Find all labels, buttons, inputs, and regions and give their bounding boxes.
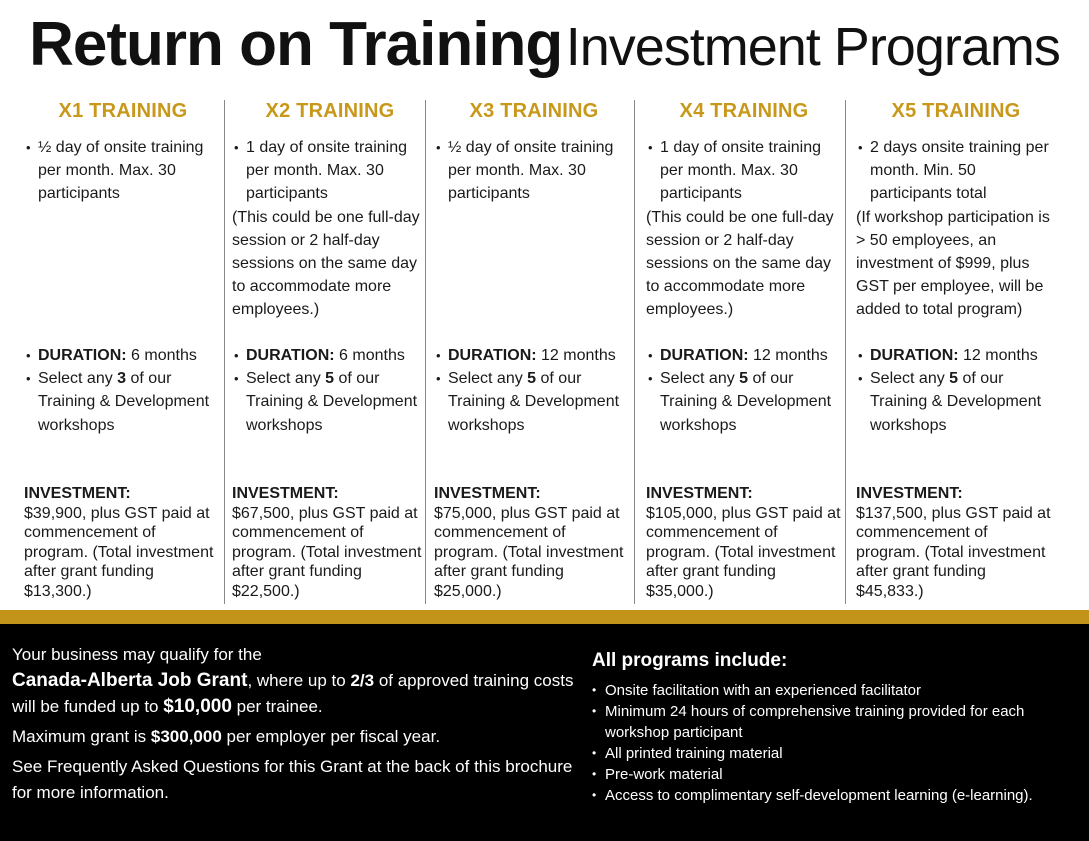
bullet-icon: •: [858, 371, 863, 387]
bullet-icon: •: [436, 348, 441, 363]
onsite-section: [856, 136, 1056, 322]
onsite-note: (If workshop participation is > 50 employees, an investment of $999, plus GST per employee, will be added to total program): [856, 208, 1050, 319]
bullet-icon: •: [592, 683, 597, 697]
duration-bullet: • DURATION: 12 months: [856, 344, 1056, 367]
grant-name: Canada-Alberta Job Grant: [12, 670, 248, 691]
duration-section: [24, 344, 222, 437]
investment-section: [434, 484, 634, 601]
includes-item: • Minimum 24 hours of comprehensive training provided for each workshop participant: [592, 703, 1025, 741]
investment-text: $67,500, plus GST paid at commencement of program. (Total investment after grant funding $22,500.): [232, 504, 422, 600]
onsite-bullet: • 1 day of onsite training per month. Max. 30 participants: [646, 136, 842, 206]
training-column-x3: [434, 96, 634, 606]
bullet-icon: •: [858, 348, 863, 363]
investment-text: $39,900, plus GST paid at commencement of program. (Total investment after grant funding $13,300.): [24, 504, 214, 600]
bullet-icon: •: [436, 371, 441, 387]
includes-heading: All programs include:: [592, 650, 788, 671]
program-includes: [592, 648, 1082, 806]
onsite-section: [24, 136, 222, 206]
investment-text: $105,000, plus GST paid at commencement of program. (Total investment after grant funding $35,000.): [646, 504, 841, 600]
onsite-bullet: • ½ day of onsite training per month. Max. 30 participants: [434, 136, 634, 206]
column-divider: [425, 100, 426, 604]
includes-list: [592, 680, 1082, 806]
column-heading: X5 TRAINING: [891, 100, 1021, 122]
bullet-icon: •: [26, 140, 31, 155]
investment-text: $137,500, plus GST paid at commencement of program. (Total investment after grant funding $45,833.): [856, 504, 1051, 600]
onsite-section: [232, 136, 428, 322]
training-column-x2: [232, 96, 428, 606]
bullet-icon: •: [26, 348, 31, 363]
investment-text: $75,000, plus GST paid at commencement of program. (Total investment after grant funding $25,000.): [434, 504, 624, 600]
footer-panel: [0, 624, 1089, 841]
investment-label: INVESTMENT:: [434, 485, 541, 502]
bullet-icon: •: [436, 140, 441, 155]
column-heading: X3 TRAINING: [469, 100, 599, 122]
bullet-icon: •: [648, 348, 653, 363]
title-bold: Return on Training: [29, 10, 563, 79]
duration-section: [856, 344, 1056, 437]
onsite-bullet: • 2 days onsite training per month. Min. 50 participants total: [856, 136, 1056, 206]
onsite-section: [434, 136, 634, 206]
investment-label: INVESTMENT:: [646, 485, 753, 502]
training-column-x1: [24, 96, 222, 606]
duration-bullet: • DURATION: 12 months: [434, 344, 634, 367]
bullet-icon: •: [234, 140, 239, 155]
training-column-x4: [646, 96, 842, 606]
bullet-icon: •: [592, 704, 597, 718]
investment-label: INVESTMENT:: [856, 485, 963, 502]
duration-section: [434, 344, 634, 437]
investment-section: [856, 484, 1056, 601]
investment-section: [24, 484, 222, 601]
onsite-note: (This could be one full-day session or 2 half-day sessions on the same day to accommodate more employees.): [232, 208, 420, 319]
column-heading: X2 TRAINING: [265, 100, 395, 122]
duration-section: [646, 344, 842, 437]
workshop-bullet: • Select any 5 of our Training & Development workshops: [232, 367, 428, 437]
duration-bullet: • DURATION: 6 months: [232, 344, 428, 367]
bullet-icon: •: [592, 767, 597, 781]
workshop-bullet: • Select any 5 of our Training & Development workshops: [856, 367, 1056, 437]
grant-info: [12, 642, 582, 806]
duration-section: [232, 344, 428, 437]
bullet-icon: •: [648, 140, 653, 155]
bullet-icon: •: [592, 746, 597, 760]
bullet-icon: •: [648, 371, 653, 387]
investment-section: [646, 484, 842, 601]
page-title: [0, 6, 1089, 100]
duration-bullet: • DURATION: 12 months: [646, 344, 842, 367]
column-divider: [845, 100, 846, 604]
column-divider: [634, 100, 635, 604]
bullet-icon: •: [234, 371, 239, 387]
column-divider: [224, 100, 225, 604]
onsite-bullet: • 1 day of onsite training per month. Max. 30 participants: [232, 136, 428, 206]
investment-label: INVESTMENT:: [24, 485, 131, 502]
includes-item: • Onsite facilitation with an experienced facilitator: [592, 682, 921, 699]
includes-item: • Access to complimentary self-development learning (e-learning).: [592, 787, 1033, 804]
workshop-bullet: • Select any 5 of our Training & Development workshops: [434, 367, 634, 437]
onsite-note: (This could be one full-day session or 2 half-day sessions on the same day to accommodate more employees.): [646, 208, 834, 319]
includes-item: • All printed training material: [592, 745, 783, 762]
faq-note: See Frequently Asked Questions for this Grant at the back of this brochure for more information.: [12, 757, 573, 802]
bullet-icon: •: [234, 348, 239, 363]
gold-divider-bar: [0, 610, 1089, 624]
bullet-icon: •: [26, 371, 31, 387]
bullet-icon: •: [858, 140, 863, 155]
max-grant: Maximum grant is $300,000 per employer per fiscal year.: [12, 727, 441, 746]
workshop-bullet: • Select any 3 of our Training & Development workshops: [24, 367, 222, 437]
workshop-bullet: • Select any 5 of our Training & Development workshops: [646, 367, 842, 437]
duration-bullet: • DURATION: 6 months: [24, 344, 222, 367]
investment-section: [232, 484, 428, 601]
column-heading: X1 TRAINING: [58, 100, 188, 122]
onsite-section: [646, 136, 842, 322]
training-column-x5: [856, 96, 1056, 606]
includes-item: • Pre-work material: [592, 766, 723, 783]
bullet-icon: •: [592, 788, 597, 802]
onsite-bullet: • ½ day of onsite training per month. Max. 30 participants: [24, 136, 222, 206]
grant-intro: Your business may qualify for the: [12, 645, 262, 664]
investment-label: INVESTMENT:: [232, 485, 339, 502]
title-light: Investment Programs: [565, 17, 1060, 77]
column-heading: X4 TRAINING: [679, 100, 809, 122]
grant-details: Canada-Alberta Job Grant, where up to 2/3 of approved training costs will be funded up to $10,000 per trainee.: [12, 670, 574, 717]
